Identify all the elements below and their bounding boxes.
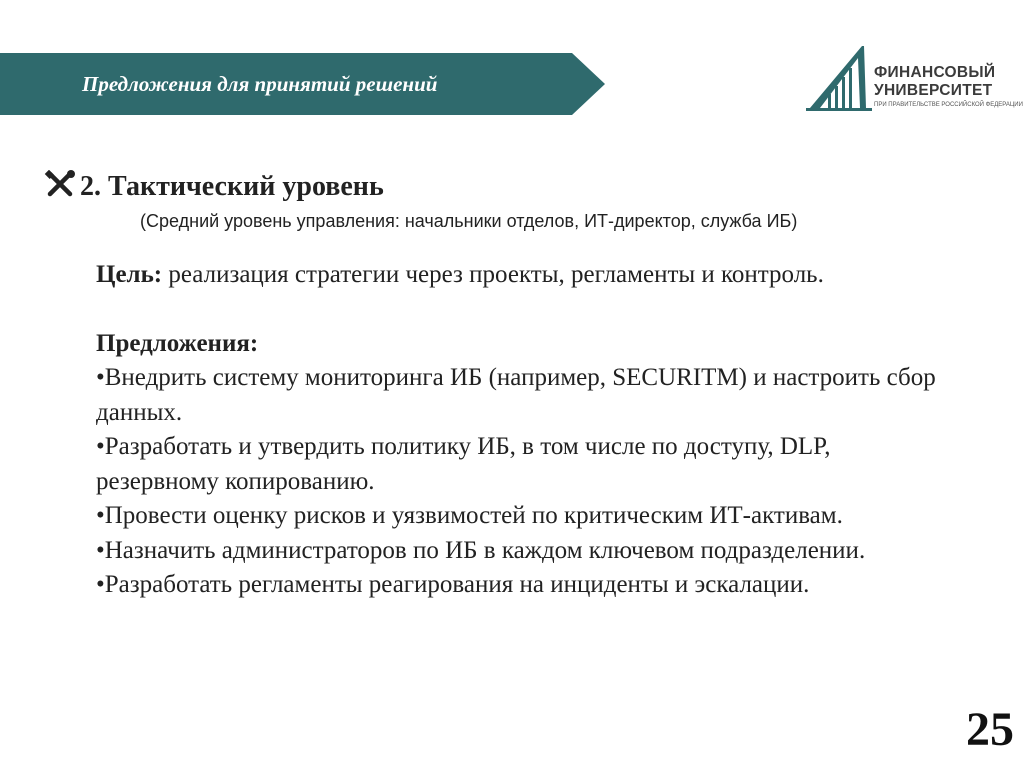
- logo-subtitle: ПРИ ПРАВИТЕЛЬСТВЕ РОССИЙСКОЙ ФЕДЕРАЦИИ: [874, 102, 1023, 108]
- slide-number: 25: [966, 703, 1014, 756]
- proposal-item: •Разработать и утвердить политику ИБ, в том числе по доступу, DLP, резервному копированию.: [96, 433, 831, 495]
- section-subheading: (Средний уровень управления: начальники отделов, ИТ-директор, служба ИБ): [140, 211, 798, 231]
- slide-title: Предложения для принятий решений: [82, 72, 438, 96]
- proposal-item: •Внедрить систему мониторинга ИБ (например, SECURITM) и настроить сбор данных.: [96, 364, 936, 426]
- goal-label: Цель:: [96, 261, 163, 288]
- university-logo-icon: [806, 44, 872, 116]
- proposal-item: •Провести оценку рисков и уязвимостей по критическим ИТ-активам.: [96, 502, 843, 529]
- proposal-item: •Разработать регламенты реагирования на инциденты и эскалации.: [96, 571, 810, 598]
- university-logo: [806, 44, 1023, 116]
- section-heading: [44, 170, 384, 203]
- tools-icon: [44, 170, 80, 198]
- goal-paragraph: [96, 258, 956, 293]
- goal-text: реализация стратегии через проекты, регламенты и контроль.: [162, 261, 824, 288]
- proposal-item: •Назначить администраторов по ИБ в каждом ключевом подразделении.: [96, 536, 866, 564]
- slide-content: [96, 258, 956, 603]
- proposals-label: Предложения:: [96, 329, 259, 357]
- logo-line1: ФИНАНСОВЫЙ: [874, 64, 996, 81]
- section-heading-text: 2. Тактический уровень: [80, 171, 384, 202]
- logo-line2: УНИВЕРСИТЕТ: [874, 82, 993, 99]
